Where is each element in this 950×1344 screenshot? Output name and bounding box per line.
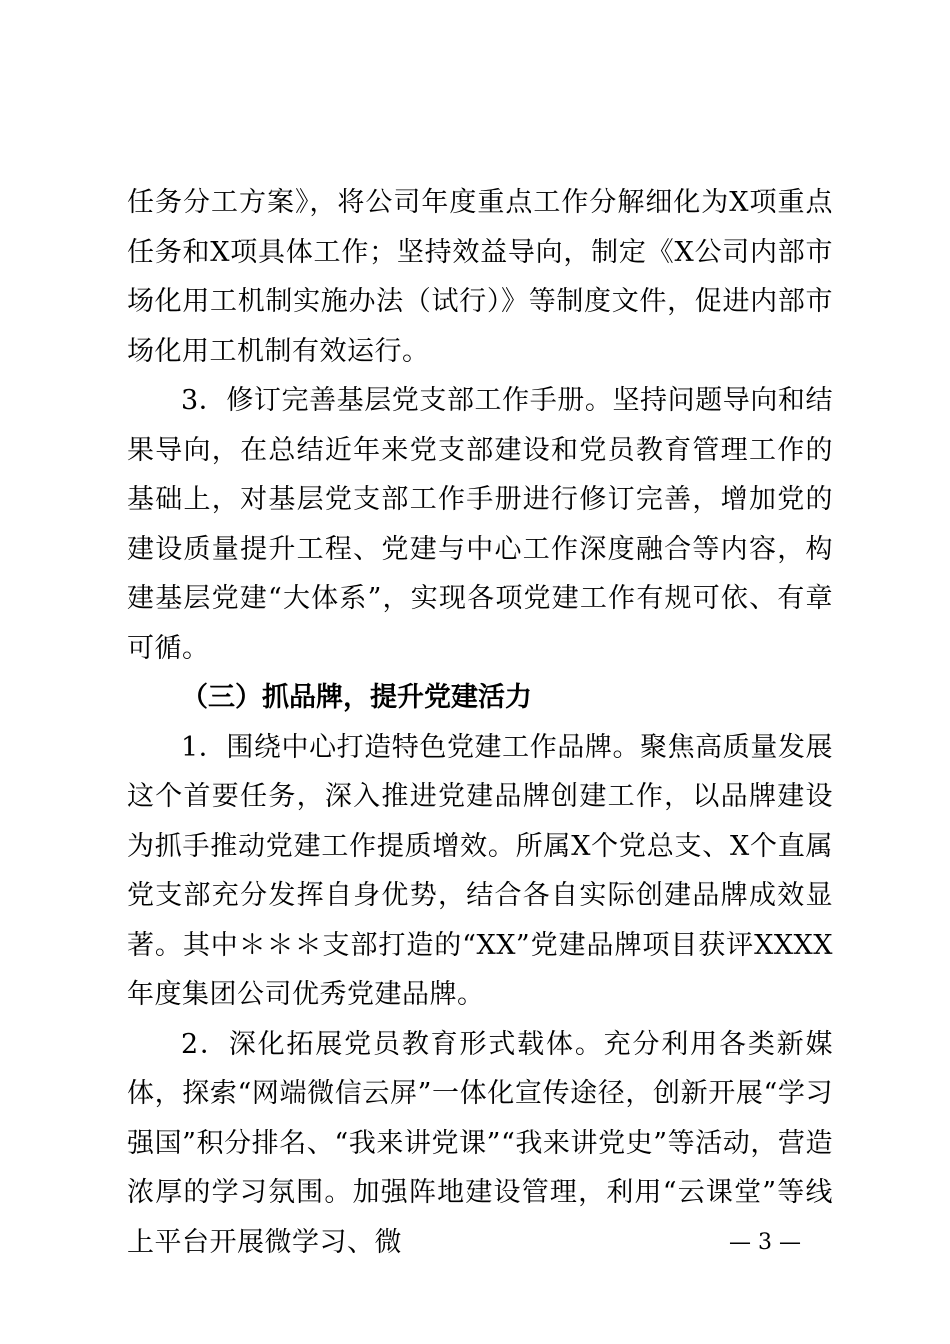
paragraph-item-3-handbook: 3．修订完善基层党支部工作手册。坚持问题导向和结果导向，在总结近年来党支部建设和党员教育管理工作的基础上，对基层党支部工作手册进行修订完善，增加党的建设质量提升工程、党建与中心工作深度融合等内容，构建基层党建“大体系”，实现各项党建工作有规可依、有章可循。 (127, 385, 833, 664)
paragraph-task-division: 任务分工方案》，将公司年度重点工作分解细化为X项重点任务和X项具体工作；坚持效益导向，制定《X公司内部市场化用工机制实施办法（试行）》等制度文件，促进内部市场化用工机制有效运行。 (127, 187, 833, 367)
page-number: — 3 — (729, 1230, 801, 1255)
document-body (127, 178, 833, 1267)
section-heading-brand: （三）抓品牌，提升党建活力 (181, 682, 532, 713)
paragraph-item-1-brand: 1．围绕中心打造特色党建工作品牌。聚焦高质量发展这个首要任务，深入推进党建品牌创建工作，以品牌建设为抓手推动党建工作提质增效。所属X个党总支、X个直属党支部充分发挥自身优势，结合各自实际创建品牌成效显著。其中＊＊＊支部打造的“XX”党建品牌项目获评XXXX年度集团公司优秀党建品牌。 (127, 731, 833, 1010)
paragraph-item-2-education: 2．深化拓展党员教育形式载体。充分利用各类新媒体，探索“网端微信云屏”一体化宣传途径，创新开展“学习强国”积分排名、“我来讲党课”“我来讲党史”等活动，营造浓厚的学习氛围。加强阵地建设管理，利用“云课堂”等线上平台开展微学习、微 (127, 1028, 833, 1258)
